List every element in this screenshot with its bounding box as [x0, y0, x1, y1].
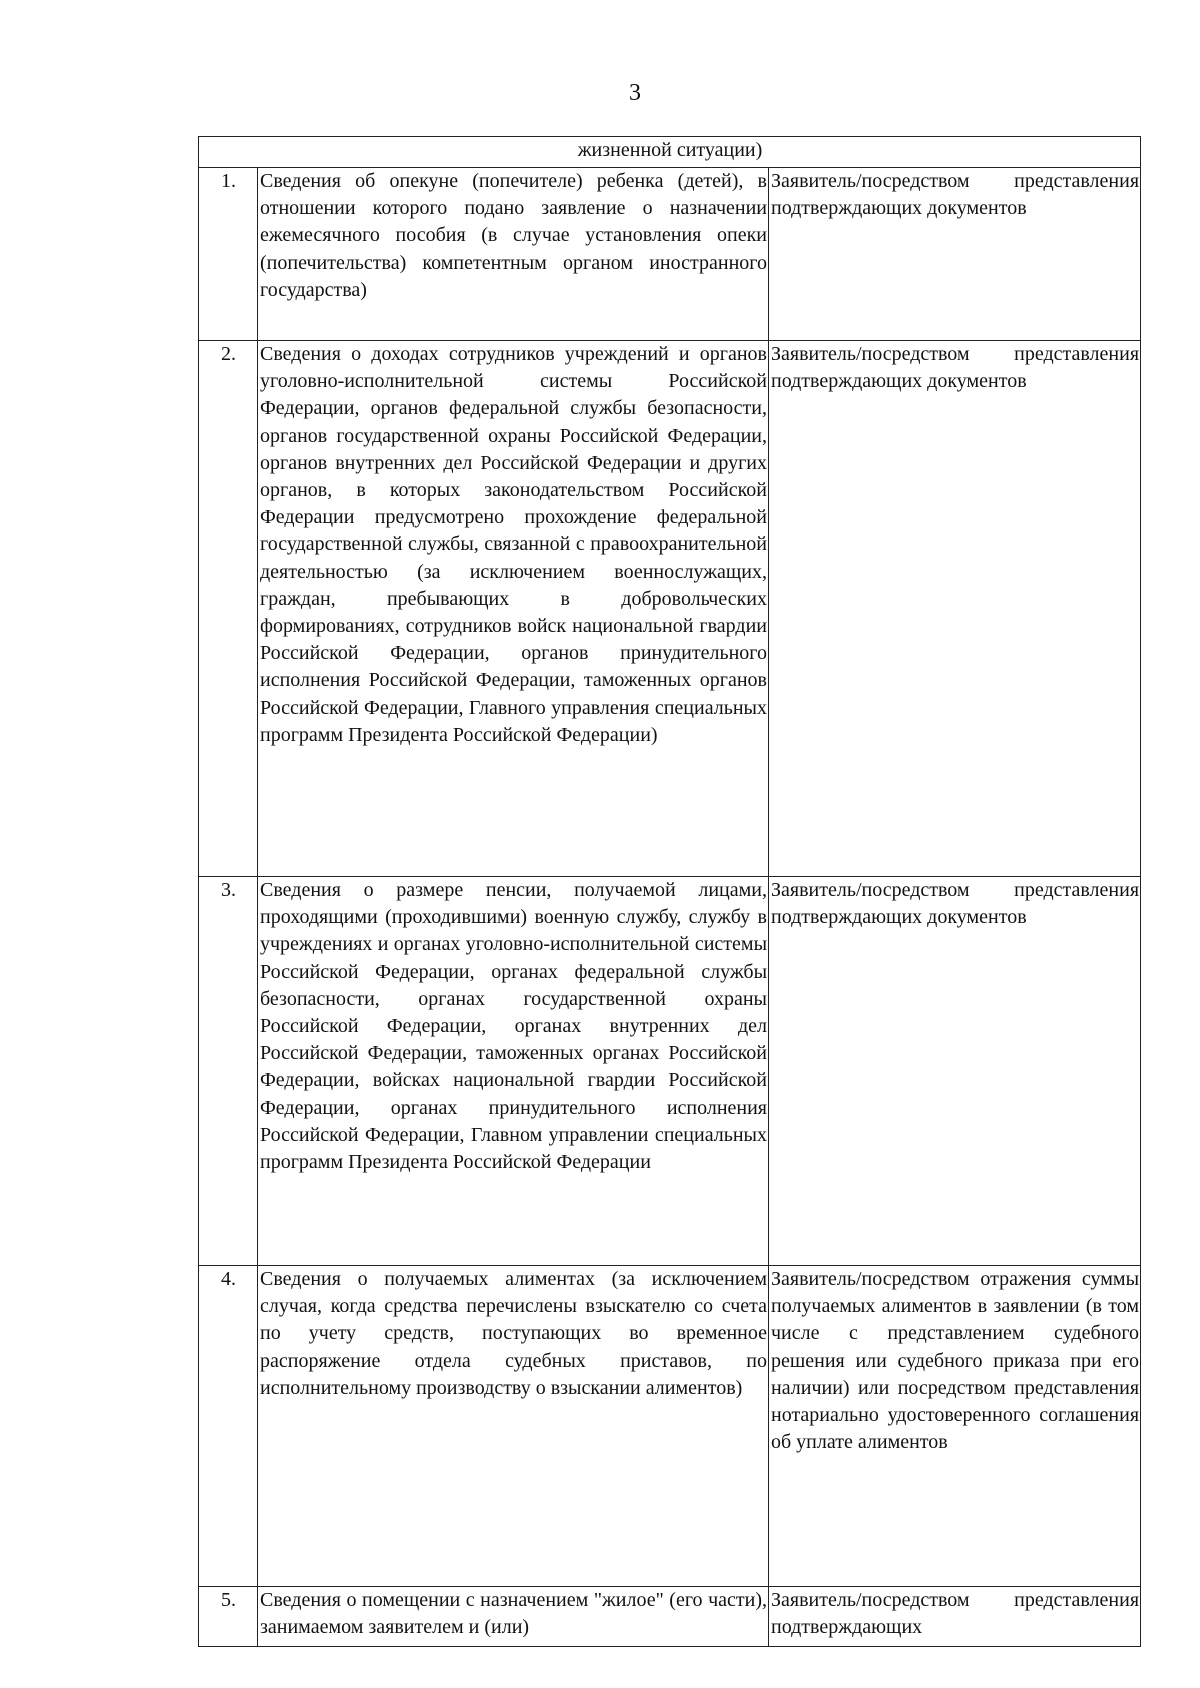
continuation-header: жизненной ситуации)	[199, 137, 1141, 168]
row-number: 4.	[199, 1266, 258, 1587]
row-description: Сведения о помещении с назначением "жилое" (его части), занимаемом заявителем и (или)	[258, 1587, 769, 1647]
table-row	[199, 1587, 1141, 1647]
row-number: 3.	[199, 877, 258, 1266]
row-number: 1.	[199, 168, 258, 341]
row-description: Сведения о доходах сотрудников учреждений и органов уголовно-исполнительной системы Российской Федерации, органов федеральной службы безопасности, органов государственной охраны Российской Федерации, органов внутренних дел Российской Федерации и других органов, в которых законодательством Российской Федерации предусмотрено прохождение федеральной государственной службы, связанной с правоохранительной деятельностью (за исключением военнослужащих, граждан, пребывающих в добровольческих формированиях, сотрудников войск национальной гвардии Российской Федерации, органов принудительного исполнения Российской Федерации, таможенных органов Российской Федерации, Главного управления специальных программ Президента Российской Федерации)	[258, 341, 769, 877]
page-number: 3	[629, 80, 641, 106]
row-source: Заявитель/посредством отражения суммы получаемых алиментов в заявлении (в том числе с представлением судебного решения или судебного приказа при его наличии) или посредством представления нотариально удостоверенного соглашения об уплате алиментов	[769, 1266, 1141, 1587]
table-row	[199, 341, 1141, 877]
row-description: Сведения о размере пенсии, получаемой лицами, проходящими (проходившими) военную службу, службу в учреждениях и органах уголовно-исполнительной системы Российской Федерации, органах федеральной службы безопасности, органах государственной охраны Российской Федерации, органах внутренних дел Российской Федерации, таможенных органах Российской Федерации, войсках национальной гвардии Российской Федерации, органах принудительного исполнения Российской Федерации, Главном управлении специальных программ Президента Российской Федерации	[258, 877, 769, 1266]
row-source: Заявитель/посредством представления подтверждающих	[769, 1587, 1141, 1647]
row-description: Сведения о получаемых алиментах (за исключением случая, когда средства перечислены взыскателю со счета по учету средств, поступающих во временное распоряжение отдела судебных приставов, по исполнительному производству о взыскании алиментов)	[258, 1266, 769, 1587]
table-row	[199, 877, 1141, 1266]
table-row	[199, 1266, 1141, 1587]
table-continuation-row	[199, 137, 1141, 168]
row-number: 2.	[199, 341, 258, 877]
row-description: Сведения об опекуне (попечителе) ребенка (детей), в отношении которого подано заявление о назначении ежемесячного пособия (в случае установления опеки (попечительства) компетентным органом иностранного государства)	[258, 168, 769, 341]
row-source: Заявитель/посредством представления подтверждающих документов	[769, 341, 1141, 877]
table-row	[199, 168, 1141, 341]
row-source: Заявитель/посредством представления подтверждающих документов	[769, 877, 1141, 1266]
row-source: Заявитель/посредством представления подтверждающих документов	[769, 168, 1141, 341]
documents-table	[198, 136, 1141, 1647]
row-number: 5.	[199, 1587, 258, 1647]
